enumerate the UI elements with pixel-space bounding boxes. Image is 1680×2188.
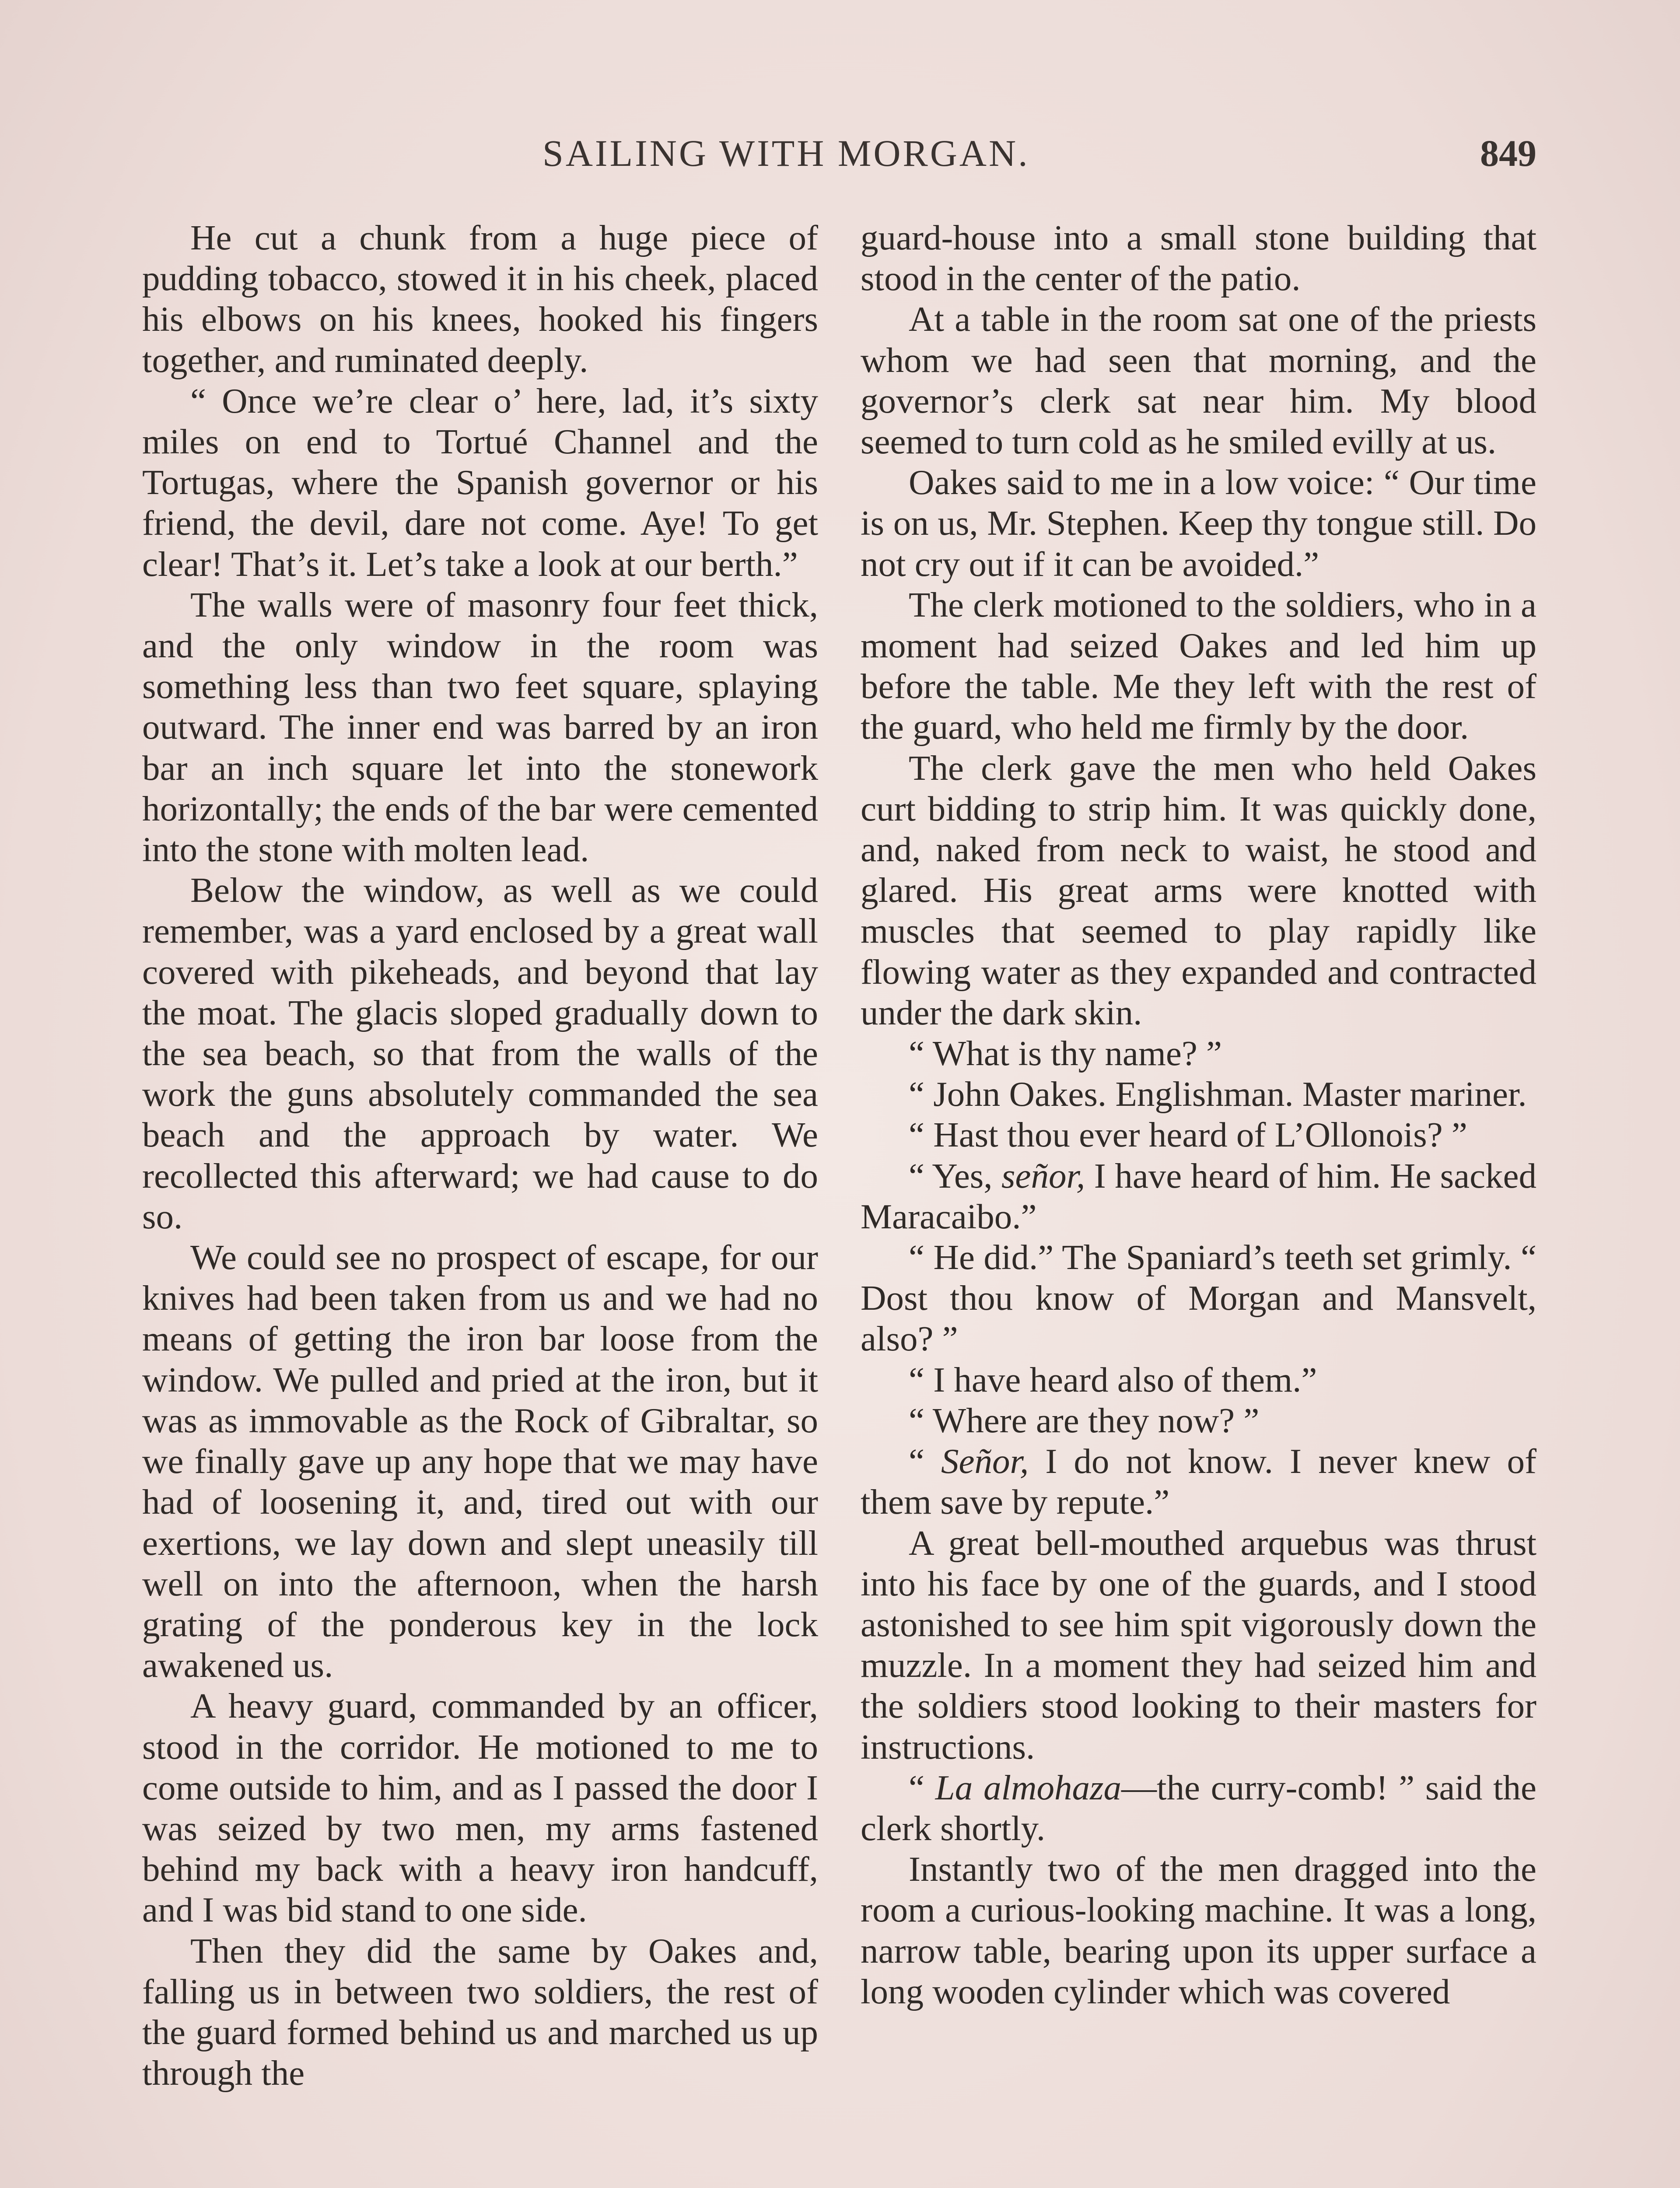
paragraph: The clerk motioned to the soldiers, who in a moment had seized Oakes and led him up before the table. Me they left with the rest of the guard, who held me firmly by the door. <box>861 585 1536 747</box>
paragraph <box>861 1156 1536 1237</box>
paragraph: “ He did.” The Spaniard’s teeth set grimly. “ Dost thou know of Morgan and Mansvelt, also? ” <box>861 1238 1536 1359</box>
italic-word: señor, <box>1001 1156 1085 1196</box>
paragraph <box>861 1767 1536 1849</box>
text-run: I have heard of him. He sacked Maracaibo.” <box>861 1156 1537 1236</box>
paragraph: At a table in the room sat one of the priests whom we had seen that morning, and the governor’s clerk sat near him. My blood seemed to turn cold as he smiled evilly at us. <box>861 299 1536 462</box>
paragraph: A heavy guard, commanded by an officer, stood in the corridor. He motioned to me to come outside to him, and as I passed the door I was seized by two men, my arms fastened behind my back with a heavy iron handcuff, and I was bid stand to one side. <box>142 1686 818 1930</box>
paragraph: A great bell-mouthed arquebus was thrust into his face by one of the guards, and I stood astonished to see him spit vigorously down the muzzle. In a moment they had seized him and the soldiers stood looking to their masters for instructions. <box>861 1523 1536 1767</box>
text-run: “ <box>909 1767 935 1807</box>
page-number: 849 <box>1480 132 1536 174</box>
paragraph: Below the window, as well as we could remember, was a yard enclosed by a great wall covered with pikeheads, and beyond that lay the moat. The glacis sloped gradually down to the sea beach, so that from the walls of the work the guns absolutely commanded the sea beach and the approach by water. We recollected this afterward; we had cause to do so. <box>142 870 818 1236</box>
running-title: SAILING WITH MORGAN. <box>542 132 1030 174</box>
text-run: “ Yes, <box>909 1156 1002 1196</box>
paragraph: We could see no prospect of escape, for our knives had been taken from us and we had no means of getting the iron bar loose from the window. We pulled and pried at the iron, but it was as immovable as the Rock of Gibraltar, so we finally gave up any hope that we may have had of loosening it, and, tired out with our exertions, we lay down and slept uneasily till well on into the afternoon, when the harsh grating of the ponderous key in the lock awakened us. <box>142 1238 818 1685</box>
paragraph: Oakes said to me in a low voice: “ Our time is on us, Mr. Stephen. Keep thy tongue still. Do not cry out if it can be avoided.” <box>861 463 1536 584</box>
italic-word: Señor, <box>941 1441 1029 1481</box>
text-run: “ <box>909 1441 942 1481</box>
paragraph: “ I have heard also of them.” <box>909 1360 1317 1399</box>
paragraph: “ John Oakes. Englishman. Master mariner. <box>909 1074 1527 1114</box>
text-run: I do not know. I never knew of them save by repute.” <box>861 1441 1536 1522</box>
paragraph: “ Once we’re clear o’ here, lad, it’s sixty miles on end to Tortué Channel and the Tortugas, where the Spanish governor or his friend, the devil, dare not come. Aye! To get clear! That’s it. Let’s take a look at our berth.” <box>142 381 818 584</box>
paragraph <box>861 1441 1536 1522</box>
paragraph: He cut a chunk from a huge piece of pudding tobacco, stowed it in his cheek, placed his elbows on his knees, hooked his fingers together, and ruminated deeply. <box>142 218 818 380</box>
italic-phrase: La almohaza <box>935 1767 1121 1807</box>
right-column <box>861 217 1536 2012</box>
continued-paragraph: guard-house into a small stone building that stood in the center of the patio. <box>861 218 1536 298</box>
left-column <box>142 217 818 2093</box>
paragraph: “ Where are they now? ” <box>909 1400 1260 1440</box>
paragraph: The clerk gave the men who held Oakes curt bidding to strip him. It was quickly done, and, naked from neck to waist, he stood and glared. His great arms were knotted with muscles that seemed to play rapidly like flowing water as they expanded and contracted under the dark skin. <box>861 748 1536 1032</box>
paragraph: Instantly two of the men dragged into the room a curious-looking machine. It was a long, narrow table, bearing upon its upper surface a long wooden cylinder which was covered <box>861 1849 1536 2011</box>
paragraph: Then they did the same by Oakes and, falling us in between two soldiers, the rest of the guard formed behind us and marched us up through the <box>142 1931 818 2093</box>
paragraph: “ Hast thou ever heard of L’Ollonois? ” <box>909 1115 1467 1155</box>
paragraph: The walls were of masonry four feet thick, and the only window in the room was something less than two feet square, splaying outward. The inner end was barred by an iron bar an inch square let into the stonework horizontally; the ends of the bar were cemented into the stone with molten lead. <box>142 585 818 870</box>
paragraph: “ What is thy name? ” <box>909 1034 1222 1073</box>
text-run: —the curry-comb! ” said the clerk shortly. <box>861 1767 1536 1848</box>
